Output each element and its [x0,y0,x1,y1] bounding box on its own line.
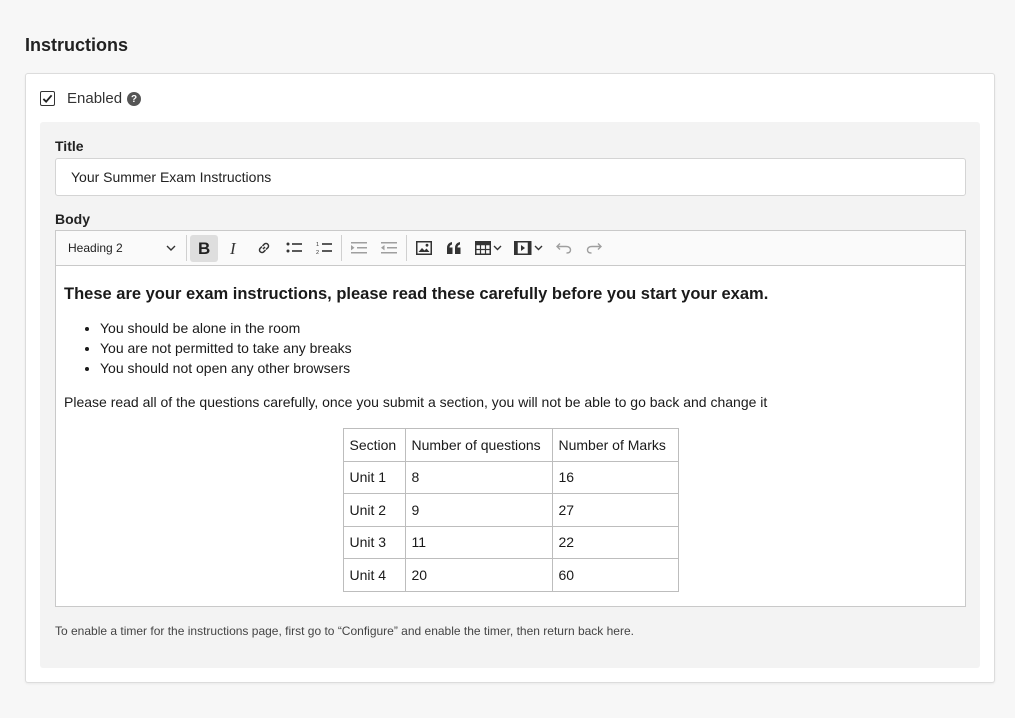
bullet-list-icon [286,241,302,255]
title-label: Title [55,138,84,154]
bullet-list-button[interactable] [280,235,308,262]
list-item: • You are not permitted to take any breaks [100,338,957,358]
italic-button[interactable] [220,235,248,262]
link-icon [256,240,272,256]
instructions-card [25,73,995,683]
table-row [343,526,678,559]
enabled-checkbox[interactable] [40,91,55,106]
link-button[interactable] [250,235,278,262]
enabled-row [40,88,141,108]
table-row [343,559,678,592]
table-button[interactable] [470,235,508,262]
numbered-list-icon [316,241,332,255]
section-title: Instructions [25,35,129,55]
rich-text-editor[interactable] [55,230,966,607]
exam-sections-table [343,428,679,592]
table-icon [475,241,503,255]
table-cell: 20 [405,559,552,592]
question-circle-icon[interactable]: ? [127,92,141,106]
redo-button[interactable] [580,235,608,262]
list-item: • You should not open any other browsers [100,358,957,378]
redo-icon [586,242,602,254]
media-icon [514,241,544,255]
body-label: Body [55,211,90,227]
table-cell: 27 [552,494,678,527]
table-cell: 8 [405,461,552,494]
toolbar-separator [186,235,187,261]
image-button[interactable] [410,235,438,262]
list-item: • You should be alone in the room [100,318,957,338]
italic-icon [228,240,240,256]
timer-hint-text: To enable a timer for the instructions page, first go to “Configure” and enable the timer, then return back here. [55,624,634,638]
svg-text:2: 2 [316,250,320,255]
table-cell: Unit 3 [343,526,405,559]
block-format-value: Heading 2 [68,241,123,255]
block-format-select[interactable] [60,235,184,262]
table-cell: 11 [405,526,552,559]
bold-icon [197,240,211,256]
quote-icon [446,241,462,255]
editor-toolbar [56,231,965,266]
content-paragraph: Please read all of the questions carefully, once you submit a section, you will not be able to go back and change it [64,394,768,410]
checkmark-icon [42,93,53,104]
outdent-button[interactable] [375,235,403,262]
toolbar-separator [341,235,342,261]
toolbar-separator [406,235,407,261]
table-row [343,461,678,494]
undo-icon [556,242,572,254]
indent-button[interactable] [345,235,373,262]
instructions-list [64,318,957,378]
title-input[interactable]: Your Summer Exam Instructions [55,158,966,196]
table-header-cell: Number of Marks [552,429,678,462]
table-header-row [343,429,678,462]
chevron-down-icon [166,245,176,251]
indent-icon [351,241,367,255]
undo-button[interactable] [550,235,578,262]
svg-text:1: 1 [316,242,320,248]
svg-text:B: B [198,240,211,256]
table-cell: 16 [552,461,678,494]
table-cell: 9 [405,494,552,527]
numbered-list-button[interactable] [310,235,338,262]
image-icon [416,241,432,255]
media-button[interactable] [510,235,548,262]
svg-text:I: I [230,240,236,256]
enabled-label: Enabled [67,89,123,107]
table-cell: 22 [552,526,678,559]
table-row [343,494,678,527]
bold-button[interactable] [190,235,218,262]
table-cell: Unit 1 [343,461,405,494]
table-header-cell: Number of questions [405,429,552,462]
table-header-cell: Section [343,429,405,462]
table-cell: 60 [552,559,678,592]
content-heading: These are your exam instructions, please read these carefully before you start your exam. [64,285,769,303]
table-cell: Unit 2 [343,494,405,527]
editor-content[interactable] [56,284,965,592]
blockquote-button[interactable] [440,235,468,262]
outdent-icon [381,241,397,255]
instructions-panel [40,122,980,668]
table-cell: Unit 4 [343,559,405,592]
